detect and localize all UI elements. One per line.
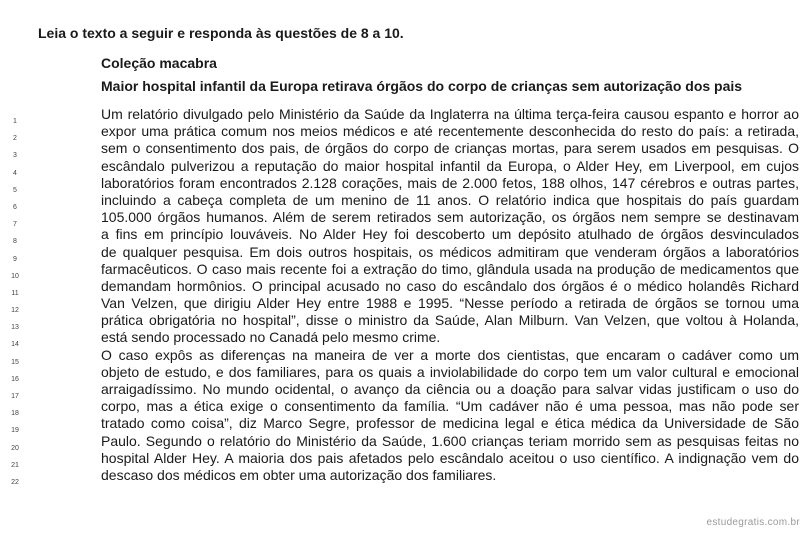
line-numbers — [0, 113, 30, 491]
text-line: sem o consentimento dos pais, de órgãos do corpo de crianças mortas, para serem usados em pesquisas. O — [101, 140, 799, 157]
text-line: Van Velzen, que dirigiu Alder Hey entre 1988 e 1995. “Nesse período a retirada de órgãos se tornou uma — [101, 295, 799, 312]
line-number: 9 — [13, 255, 17, 263]
line-number: 1 — [13, 118, 17, 125]
article-headline: Maior hospital infantil da Europa retirava órgãos do corpo de crianças sem autorização dos pais — [101, 78, 743, 94]
line-number: 17 — [11, 393, 19, 400]
line-number: 13 — [11, 324, 19, 332]
text-line: expor uma prática comum nos meios médicos e até recentemente desconhecida do resto do país: a retirada, — [101, 123, 799, 140]
line-number: 14 — [11, 341, 19, 349]
text-line: objeto de estudo, e dos familiares, para os quais a inviolabilidade do corpo tem um valor cultural e emocional — [101, 363, 799, 380]
line-number: 19 — [11, 427, 19, 435]
line-number: 6 — [13, 203, 17, 211]
line-number: 3 — [13, 152, 17, 160]
text-line: tratado como coisa”, diz Marco Segre, professor de medicina legal e ética médica da Universidade de São — [101, 415, 799, 432]
instruction-text: Leia o texto a seguir e responda às questões de 8 a 10. — [38, 25, 404, 41]
article-body — [101, 106, 799, 503]
line-number: 7 — [13, 221, 17, 229]
line-number: 15 — [11, 358, 19, 366]
text-line: hospital Alder Hey. A maioria dos pais afetados pelo escândalo aceitou o uso científico. A indignação vem do — [101, 449, 799, 466]
line-number: 8 — [13, 238, 17, 246]
watermark: estudegratis.com.br — [706, 517, 800, 528]
text-line: demandam hormônios. O principal acusado no caso do escândalo dos órgãos é o médico holandês Richard — [101, 277, 799, 294]
line-number: 20 — [11, 444, 19, 452]
text-line: descaso dos médicos em obter uma autorização dos familiares. — [101, 466, 497, 483]
line-number: 4 — [13, 169, 17, 177]
line-number: 18 — [11, 410, 19, 418]
text-line: escândalo pulverizou a reputação do maior hospital infantil da Europa, o Alder Hey, em Liverpool, em cujos — [101, 157, 799, 174]
text-line: 105.000 órgãos humanos. Além de serem retirados sem autorização, os órgãos nem sempre se destinavam — [101, 209, 799, 226]
text-line: a fins em princípio louváveis. No Alder Hey foi descoberto um depósito atulhado de órgãos desvinculados — [101, 226, 799, 243]
line-number: 12 — [11, 307, 19, 315]
line-number: 11 — [11, 289, 19, 297]
line-number: 22 — [11, 478, 19, 486]
line-number: 2 — [13, 135, 17, 143]
line-number: 5 — [13, 186, 17, 194]
text-line: Um relatório divulgado pelo Ministério da Saúde da Inglaterra na última terça-feira causou espanto e horror ao — [101, 106, 799, 122]
text-line: arraigadíssimo. No mundo ocidental, o avanço da ciência ou a doação para salvar vidas justificam o uso do — [101, 381, 799, 397]
text-line: O caso expôs as diferenças na maneira de ver a morte dos cientistas, que encaram o cadáver como um — [101, 346, 799, 363]
text-line: laboratórios foram encontrados 2.128 corações, mais de 2.000 fetos, 188 olhos, 147 cérebros e outras partes, — [101, 174, 799, 191]
text-line: de qualquer pesquisa. Em dois outros hospitais, os médicos admitiram que venderam órgãos a laboratórios — [101, 243, 799, 260]
line-number: 21 — [11, 461, 19, 469]
collection-title: Coleção macabra — [101, 55, 217, 71]
text-line: está sendo processado no Canadá pelo mesmo crime. — [101, 329, 441, 346]
text-line: corpo, mas a ética exige o consentimento da família. “Um cadáver não é uma pessoa, mas não pode ser — [101, 398, 799, 415]
line-number: 16 — [11, 375, 19, 383]
text-line: incluindo a cabeça completa de um menino de 11 anos. O relatório indica que hospitais do país guardam — [101, 191, 799, 208]
line-number: 10 — [11, 272, 19, 280]
text-line: farmacêuticos. O caso mais recente foi a extração do timo, glândula usada na produção de medicamentos que — [101, 260, 799, 277]
text-line: Paulo. Segundo o relatório do Ministério da Saúde, 1.600 crianças teriam morrido sem as pesquisas feitas no — [101, 432, 799, 449]
text-line: prática obrigatória no hospital”, disse o ministro da Saúde, Alan Milburn. Van Velzen, que voltou à Holanda, — [101, 312, 799, 329]
